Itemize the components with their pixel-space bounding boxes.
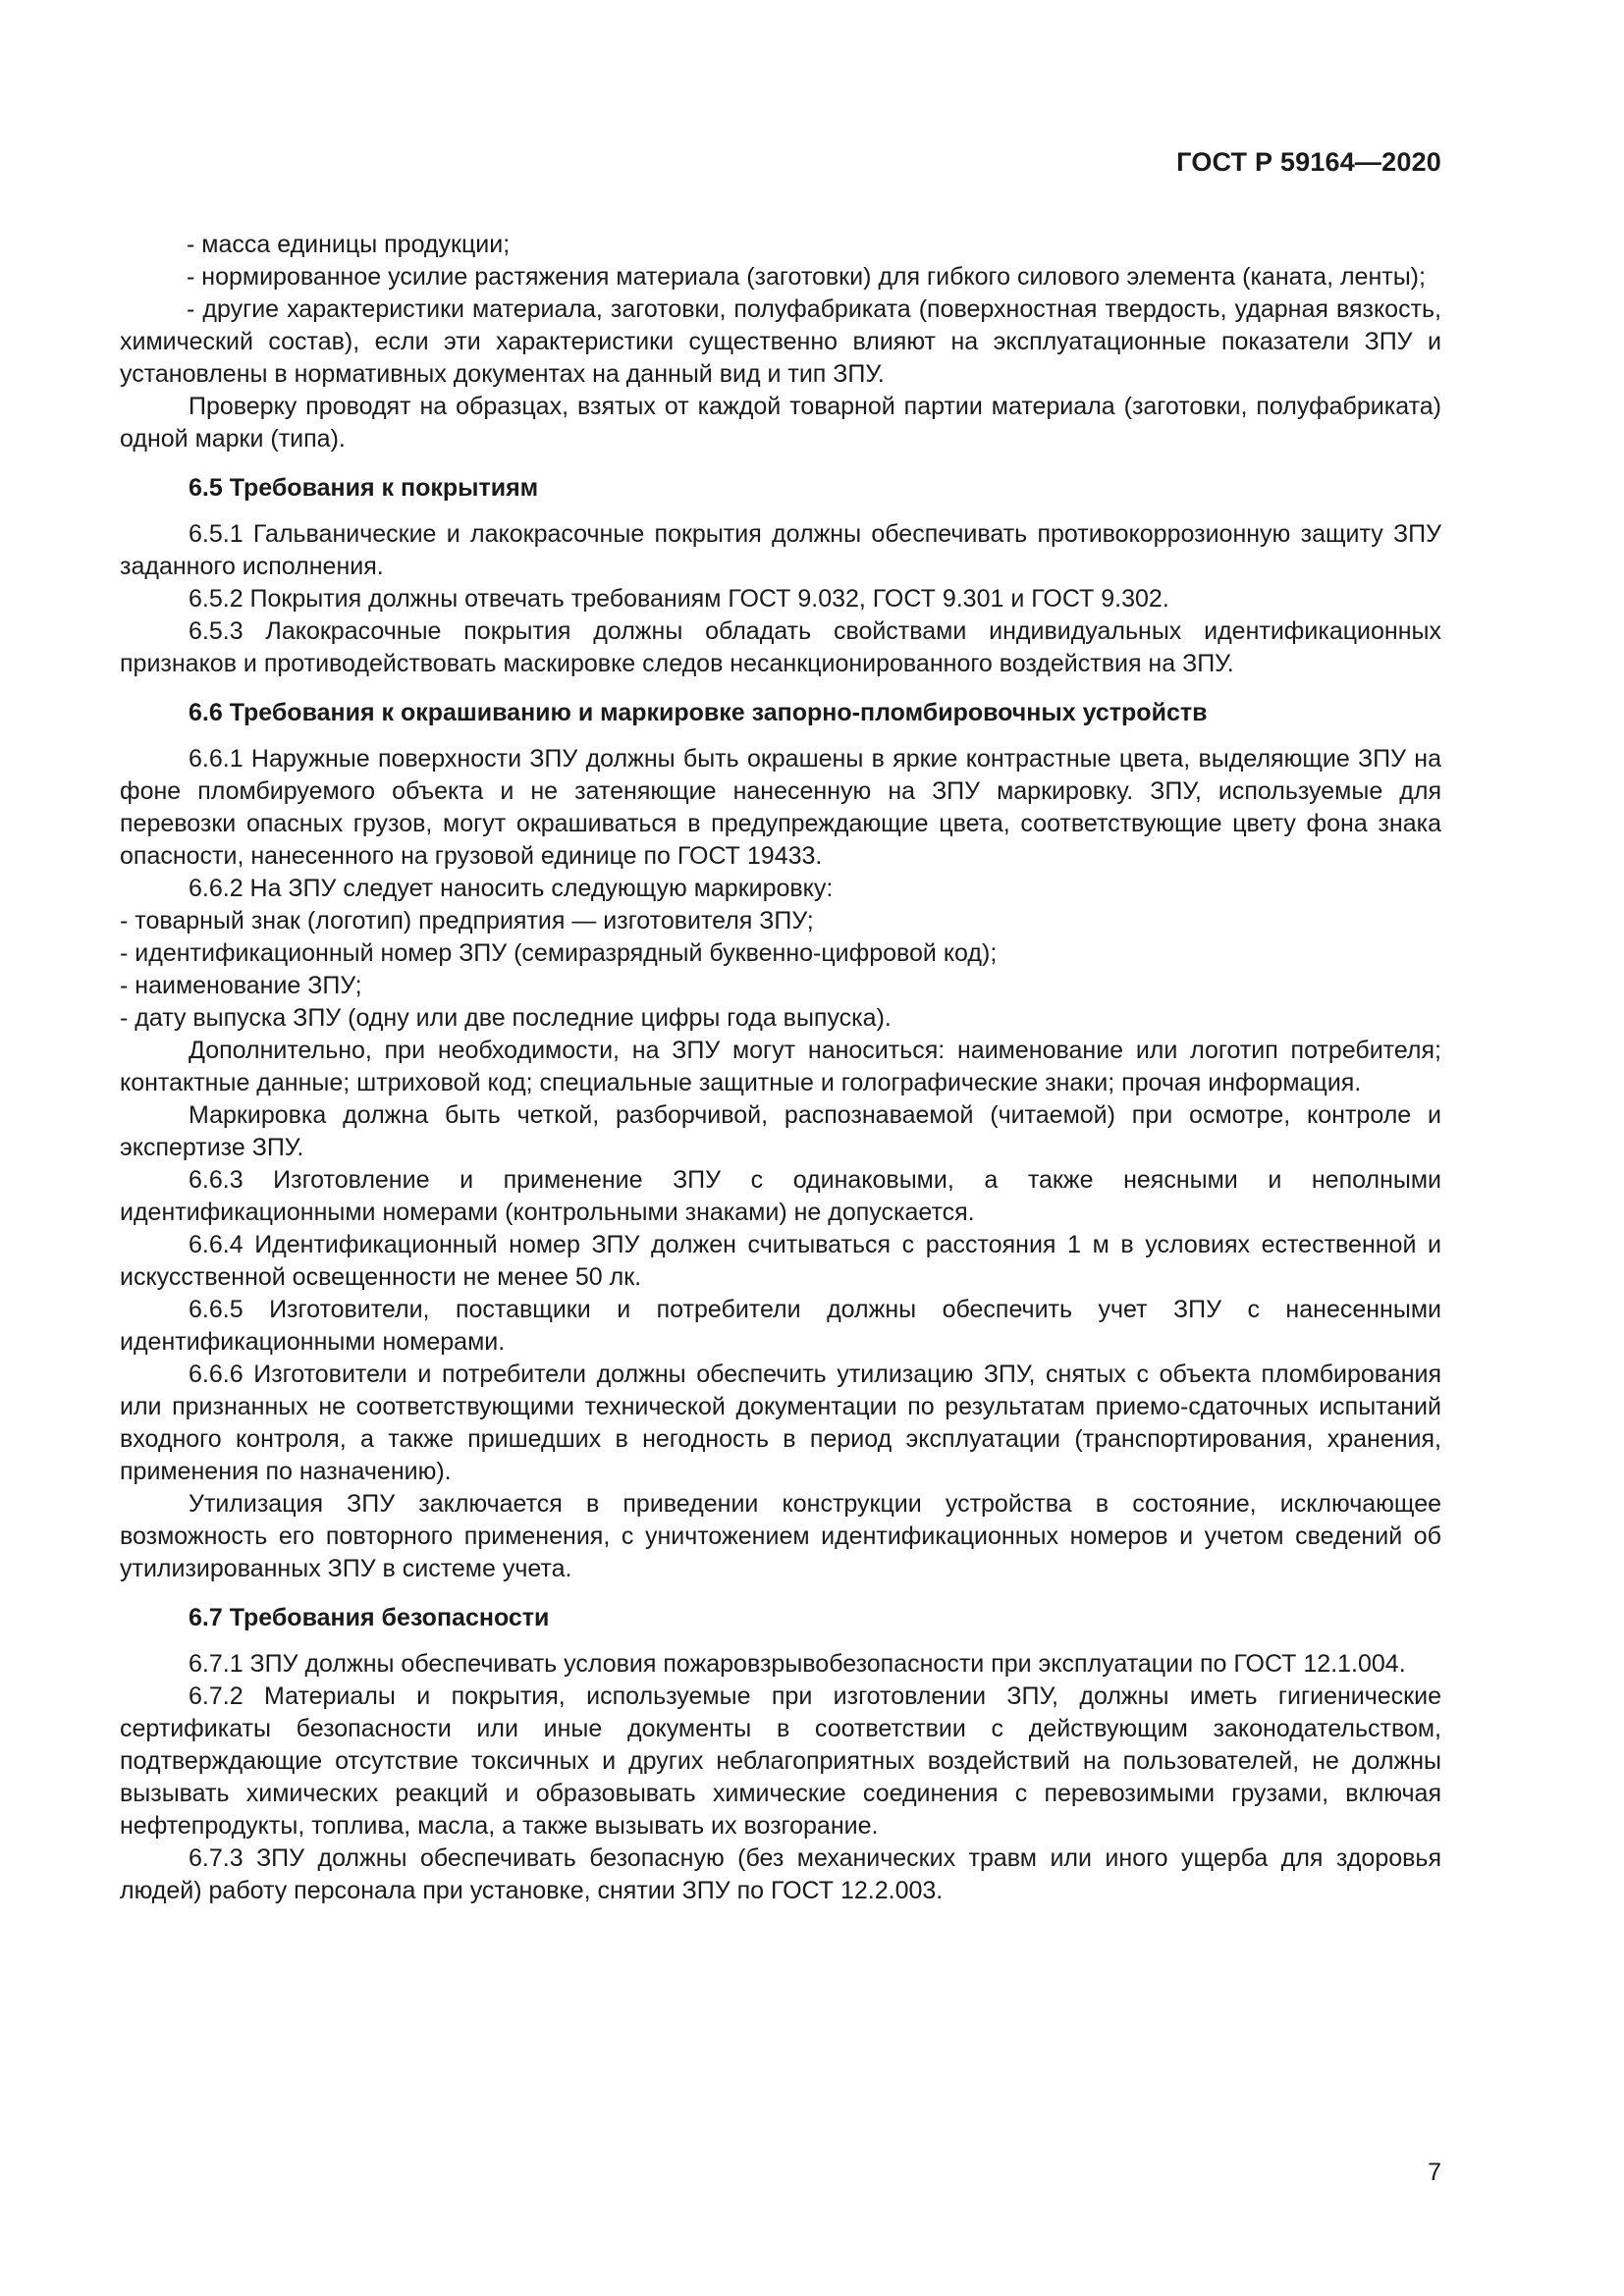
page-number: 7 — [1428, 2159, 1441, 2186]
utilization-paragraph: Утилизация ЗПУ заключается в приведении конструкции устройства в состояние, исключающее возможность его повторного применения, с уничтожением идентификационных номеров и учетом сведений об утилизированных ЗПУ в системе учета. — [120, 1490, 1441, 1582]
marking-list-item: - дату выпуска ЗПУ (одну или две последние цифры года выпуска). — [120, 1004, 892, 1032]
section-6-5-heading: 6.5 Требования к покрытиям — [189, 474, 539, 502]
page-body — [120, 229, 1441, 1907]
intro-list-item: - другие характеристики материала, заготовки, полуфабриката (поверхностная твердость, ударная вязкость, химический состав), если эти характеристики существенно влияют на эксплуатационные показатели ЗПУ и установлены в нормативных документах на данный вид и тип ЗПУ. — [120, 295, 1441, 388]
additional-marking-paragraph: Дополнительно, при необходимости, на ЗПУ могут наноситься: наименование или логотип потребителя; контактные данные; штриховой код; специальные защитные и голографические знаки; прочая информация. — [120, 1037, 1441, 1096]
marking-list-item: - наименование ЗПУ; — [120, 972, 362, 999]
paragraph-6-6-3: 6.6.3 Изготовление и применение ЗПУ с одинаковыми, а также неясными и неполными идентификационными номерами (контрольными знаками) не допускается. — [120, 1166, 1441, 1226]
paragraph-6-7-1: 6.7.1 ЗПУ должны обеспечивать условия пожаровзрывобезопасности при эксплуатации по ГОСТ 12.1.004. — [189, 1650, 1406, 1678]
marking-quality-paragraph: Маркировка должна быть четкой, разборчивой, распознаваемой (читаемой) при осмотре, контроле и экспертизе ЗПУ. — [120, 1101, 1441, 1161]
paragraph-6-7-3: 6.7.3 ЗПУ должны обеспечивать безопасную (без механических травм или иного ущерба для здоровья людей) работу персонала при установке, снятии ЗПУ по ГОСТ 12.2.003. — [120, 1844, 1441, 1904]
marking-list-item: - идентификационный номер ЗПУ (семиразрядный буквенно-цифровой код); — [120, 939, 998, 967]
intro-list-item: - нормированное усилие растяжения материала (заготовки) для гибкого силового элемента (каната, ленты); — [187, 263, 1426, 291]
paragraph-6-6-1: 6.6.1 Наружные поверхности ЗПУ должны быть окрашены в яркие контрастные цвета, выделяющие ЗПУ на фоне пломбируемого объекта и не затеняющие нанесенную на ЗПУ маркировку. ЗПУ, используемые для перевозки опасных грузов, могут окрашиваться в предупреждающие цвета, соответствующие цвету фона знака опасности, нанесенного на грузовой единице по ГОСТ 19433. — [120, 745, 1441, 870]
intro-list-item: - масса единицы продукции; — [187, 231, 511, 258]
paragraph-6-5-3: 6.5.3 Лакокрасочные покрытия должны обладать свойствами индивидуальных идентификационных признаков и противодействовать маскировке следов несанкционированного воздействия на ЗПУ. — [120, 617, 1441, 677]
paragraph-6-5-1: 6.5.1 Гальванические и лакокрасочные покрытия должны обеспечивать противокоррозионную защиту ЗПУ заданного исполнения. — [120, 520, 1441, 580]
paragraph-6-6-4: 6.6.4 Идентификационный номер ЗПУ должен считываться с расстояния 1 м в условиях естественной и искусственной освещенности не менее 50 лк. — [120, 1231, 1441, 1291]
paragraph-6-7-2: 6.7.2 Материалы и покрытия, используемые при изготовлении ЗПУ, должны иметь гигиенические сертификаты безопасности или иные документы в соответствии с действующим законодательством, подтверждающие отсутствие токсичных и других неблагоприятных воздействий на пользователей, не должны вызывать химических реакций и образовывать химические соединения с перевозимыми грузами, включая нефтепродукты, топлива, масла, а также вызывать их возгорание. — [120, 1682, 1441, 1840]
paragraph-6-6-6: 6.6.6 Изготовители и потребители должны обеспечить утилизацию ЗПУ, снятых с объекта пломбирования или признанных не соответствующими технической документации по результатам приемо-сдаточных испытаний входного контроля, а также пришедших в негодность в период эксплуатации (транспортирования, хранения, применения по назначению). — [120, 1361, 1441, 1485]
check-paragraph: Проверку проводят на образцах, взятых от каждой товарной партии материала (заготовки, полуфабриката) одной марки (типа). — [120, 393, 1441, 453]
section-6-6-heading: 6.6 Требования к окрашиванию и маркировке запорно-пломбировочных устройств — [189, 699, 1208, 726]
marking-list-item: - товарный знак (логотип) предприятия — изготовителя ЗПУ; — [120, 907, 814, 934]
paragraph-6-6-5: 6.6.5 Изготовители, поставщики и потребители должны обеспечить учет ЗПУ с нанесенными идентификационными номерами. — [120, 1296, 1441, 1356]
paragraph-6-5-2: 6.5.2 Покрытия должны отвечать требованиям ГОСТ 9.032, ГОСТ 9.301 и ГОСТ 9.302. — [189, 585, 1169, 613]
paragraph-6-6-2: 6.6.2 На ЗПУ следует наносить следующую маркировку: — [189, 875, 834, 902]
section-6-7-heading: 6.7 Требования безопасности — [189, 1604, 550, 1631]
doc-code-header: ГОСТ Р 59164—2020 — [1176, 147, 1441, 177]
